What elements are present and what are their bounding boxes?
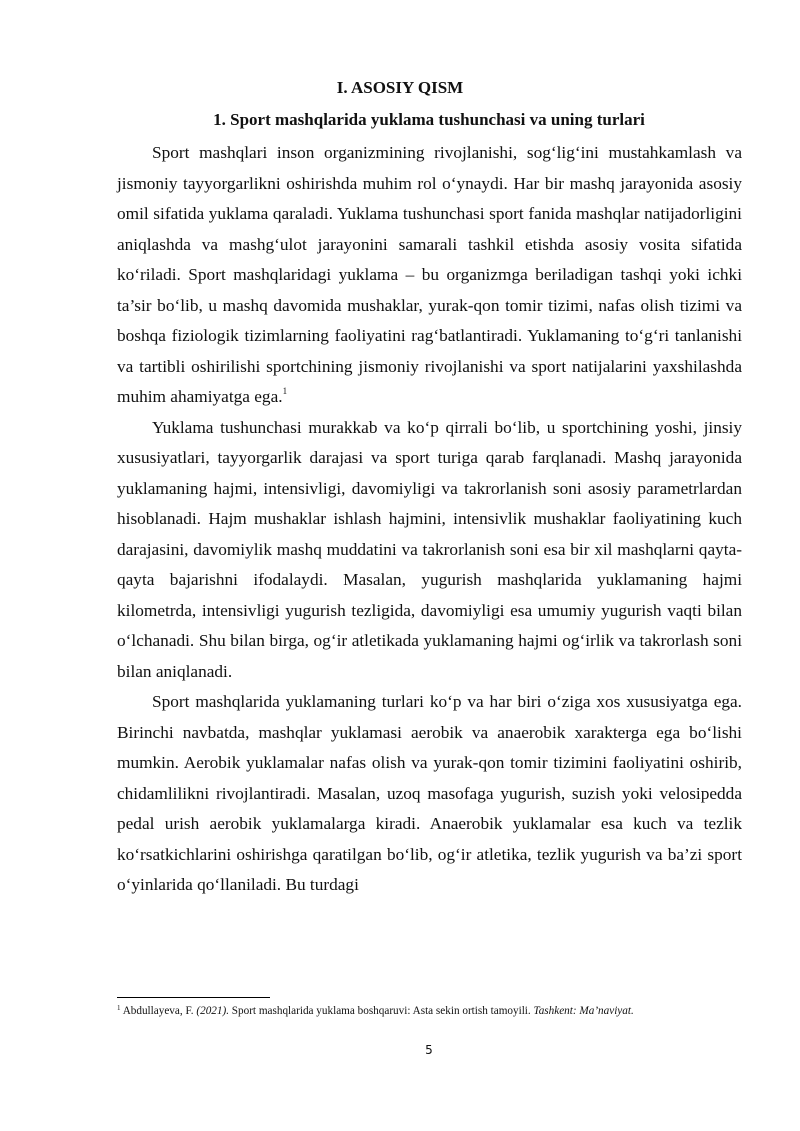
footnote (117, 1004, 757, 1018)
paragraph: Yuklama tushunchasi murakkab va ko‘p qirrali bo‘lib, u sportchining yoshi, jinsiy xususiyatlari, tayyorgarlik darajasi va sport turiga qarab farqlanadi. Mashq jarayonida yuklamaning hajmi, intensivligi, davomiyligi va takrorlanish soni asosiy parametrlardan hisoblanadi. Hajm mushaklar ishlash hajmini, intensivlik mushaklar faoliyatining kuch darajasini, davomiylik mashq muddatini va takrorlanish soni esa bir xil mashqlarni qayta-qayta bajarishni ifodalaydi. Masalan, yugurish mashqlarida yuklamaning hajmi kilometrda, intensivligi yugurish tezligida, davomiyligi esa umumiy yugurish vaqti bilan o‘lchanadi. Shu bilan birga, og‘ir atletikada yuklamaning hajmi og‘irlik va takrorlash soni bilan aniqlanadi. (117, 417, 742, 681)
footnote-title: Sport mashqlarida yuklama boshqaruvi: Asta sekin ortish tamoyili. (231, 1005, 531, 1017)
footnote-separator (117, 997, 270, 998)
section-heading: I. ASOSIY QISM (336, 78, 464, 97)
footnote-year: (2021). (196, 1005, 229, 1017)
footnote-number: 1 (117, 1004, 121, 1012)
footnote-author: Abdullayeva, F. (122, 1005, 194, 1017)
footnote-publisher: Tashkent: Ma’naviyat. (533, 1005, 634, 1017)
paragraph (117, 138, 742, 413)
footnote-reference[interactable]: 1 (282, 386, 288, 396)
subsection-heading: 1. Sport mashqlarida yuklama tushunchasi va uning turlari (213, 110, 645, 129)
paragraph-text: Sport mashqlari inson organizmining rivojlanishi, sog‘lig‘ini mustahkamlash va jismoniy tayyorgarlikni oshirishda muhim rol o‘ynaydi. Har bir mashq jarayonida asosiy omil sifatida yuklama qaraladi. Yuklama tushunchasi sport fanida mashqlar natijadorligini aniqlashda va mashg‘ulot jarayonini samarali tashkil etishda asosiy vosita sifatida ko‘riladi. Sport mashqlaridagi yuklama – bu organizmga beriladigan tashqi yoki ichki ta’sir bo‘lib, u mashq davomida mushaklar, yurak-qon tomir tizimi, nafas olish tizimi va boshqa fiziologik tizimlarning faoliyatini rag‘batlantiradi. Yuklamaning to‘g‘ri tanlanishi va tartibli oshirilishi sportchining jismoniy rivojlanishi va sport natijalarini yaxshilashda muhim ahamiyatga ega. (117, 143, 742, 406)
page-number: 5 (425, 1043, 433, 1057)
body-text (117, 138, 742, 901)
paragraph: Sport mashqlarida yuklamaning turlari ko‘p va har biri o‘ziga xos xususiyatga ega. Birinchi navbatda, mashqlar yuklamasi aerobik va anaerobik xarakterga ega bo‘lishi mumkin. Aerobik yuklamalar nafas olish va yurak-qon tomir tizimini faoliyatini oshirib, chidamlilikni rivojlantiradi. Masalan, uzoq masofaga yugurish, suzish yoki velosipedda pedal urish aerobik yuklamalarga kiradi. Anaerobik yuklamalar esa kuch va tezlik ko‘rsatkichlarini oshirishga qaratilgan bo‘lib, og‘ir atletika, tezlik yugurish va ba’zi sport o‘yinlarida qo‘llaniladi. Bu turdagi (117, 692, 742, 894)
